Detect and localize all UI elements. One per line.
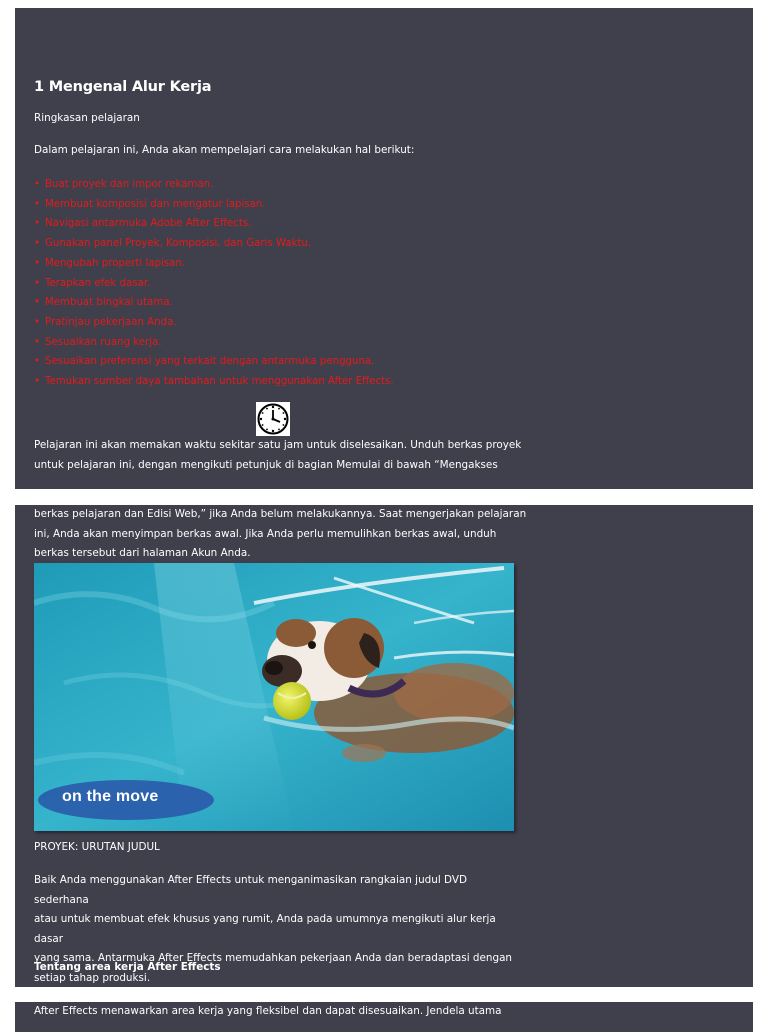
section-heading: Tentang area kerja After Effects <box>34 961 221 973</box>
paragraph-line: Pelajaran ini akan memakan waktu sekitar satu jam untuk diselesaikan. Unduh berkas proyek <box>34 439 522 451</box>
bullet: • <box>34 277 41 289</box>
list-item: • Sesuaikan preferensi yang terkait dengan antarmuka pengguna. <box>34 352 394 372</box>
project-caption: PROYEK: URUTAN JUDUL <box>34 841 160 853</box>
list-item: • Buat proyek dan impor rekaman. <box>34 175 394 195</box>
bullet: • <box>34 297 41 309</box>
list-item: • Navigasi antarmuka Adobe After Effects. <box>34 214 394 234</box>
list-item: • Temukan sumber daya tambahan untuk menggunakan After Effects. <box>34 372 394 392</box>
list-item: • Pratinjau pekerjaan Anda. <box>34 313 394 333</box>
bullet: • <box>34 336 41 348</box>
duration-paragraph <box>34 436 534 475</box>
list-item: • Membuat komposisi dan mengatur lapisan. <box>34 195 394 215</box>
project-photo <box>34 563 514 831</box>
paragraph-line: setiap tahap produksi. <box>34 971 151 984</box>
bullet: • <box>34 257 41 269</box>
clock-icon <box>256 402 290 436</box>
files-paragraph <box>34 505 534 564</box>
bullet: • <box>34 316 41 328</box>
bullet: • <box>34 179 41 190</box>
list-item: • Terapkan efek dasar. <box>34 274 394 294</box>
paragraph-line: berkas pelajaran dan Edisi Web,” jika Anda belum melakukannya. Saat mengerjakan pelajaran <box>34 508 527 520</box>
paragraph-line: berkas tersebut dari halaman Akun Anda. <box>34 547 251 560</box>
bullet: • <box>34 238 41 250</box>
paragraph-line: untuk pelajaran ini, dengan mengikuti petunjuk di bagian Memulai di bawah “Mengakses <box>34 458 498 471</box>
list-item: • Sesuaikan ruang kerja. <box>34 333 394 353</box>
objectives-list <box>34 175 394 392</box>
document-page-2 <box>15 505 753 987</box>
bullet: • <box>34 218 41 230</box>
bullet: • <box>34 356 41 368</box>
paragraph-line: After Effects menawarkan area kerja yang fleksibel dan dapat disesuaikan. Jendela utama <box>34 1005 502 1017</box>
bullet: • <box>34 376 41 388</box>
lesson-title: 1 Mengenal Alur Kerja <box>34 79 212 95</box>
workspace-paragraph <box>34 1002 534 1022</box>
paragraph-line: ini, Anda akan menyimpan berkas awal. Jika Anda perlu memulihkan berkas awal, unduh <box>34 527 497 540</box>
paragraph-line: Baik Anda menggunakan After Effects untuk menganimasikan rangkaian judul DVD sederhana <box>34 874 467 906</box>
list-item: • Mengubah properti lapisan. <box>34 254 394 274</box>
list-item: • Membuat bingkai utama. <box>34 293 394 313</box>
document-page-3 <box>15 1002 753 1032</box>
list-item: • Gunakan panel Proyek, Komposisi, dan Garis Waktu. <box>34 234 394 254</box>
paragraph-line: yang sama. Antarmuka After Effects memudahkan pekerjaan Anda dan beradaptasi dengan <box>34 952 513 965</box>
paragraph-line: atau untuk membuat efek khusus yang rumit, Anda pada umumnya mengikuti alur kerja dasar <box>34 913 496 945</box>
photo-overlay-text: on the move <box>62 788 159 805</box>
lesson-subtitle: Ringkasan pelajaran <box>34 112 140 124</box>
lesson-intro: Dalam pelajaran ini, Anda akan mempelajari cara melakukan hal berikut: <box>34 144 415 156</box>
document-page-1 <box>15 8 753 489</box>
bullet: • <box>34 198 41 210</box>
